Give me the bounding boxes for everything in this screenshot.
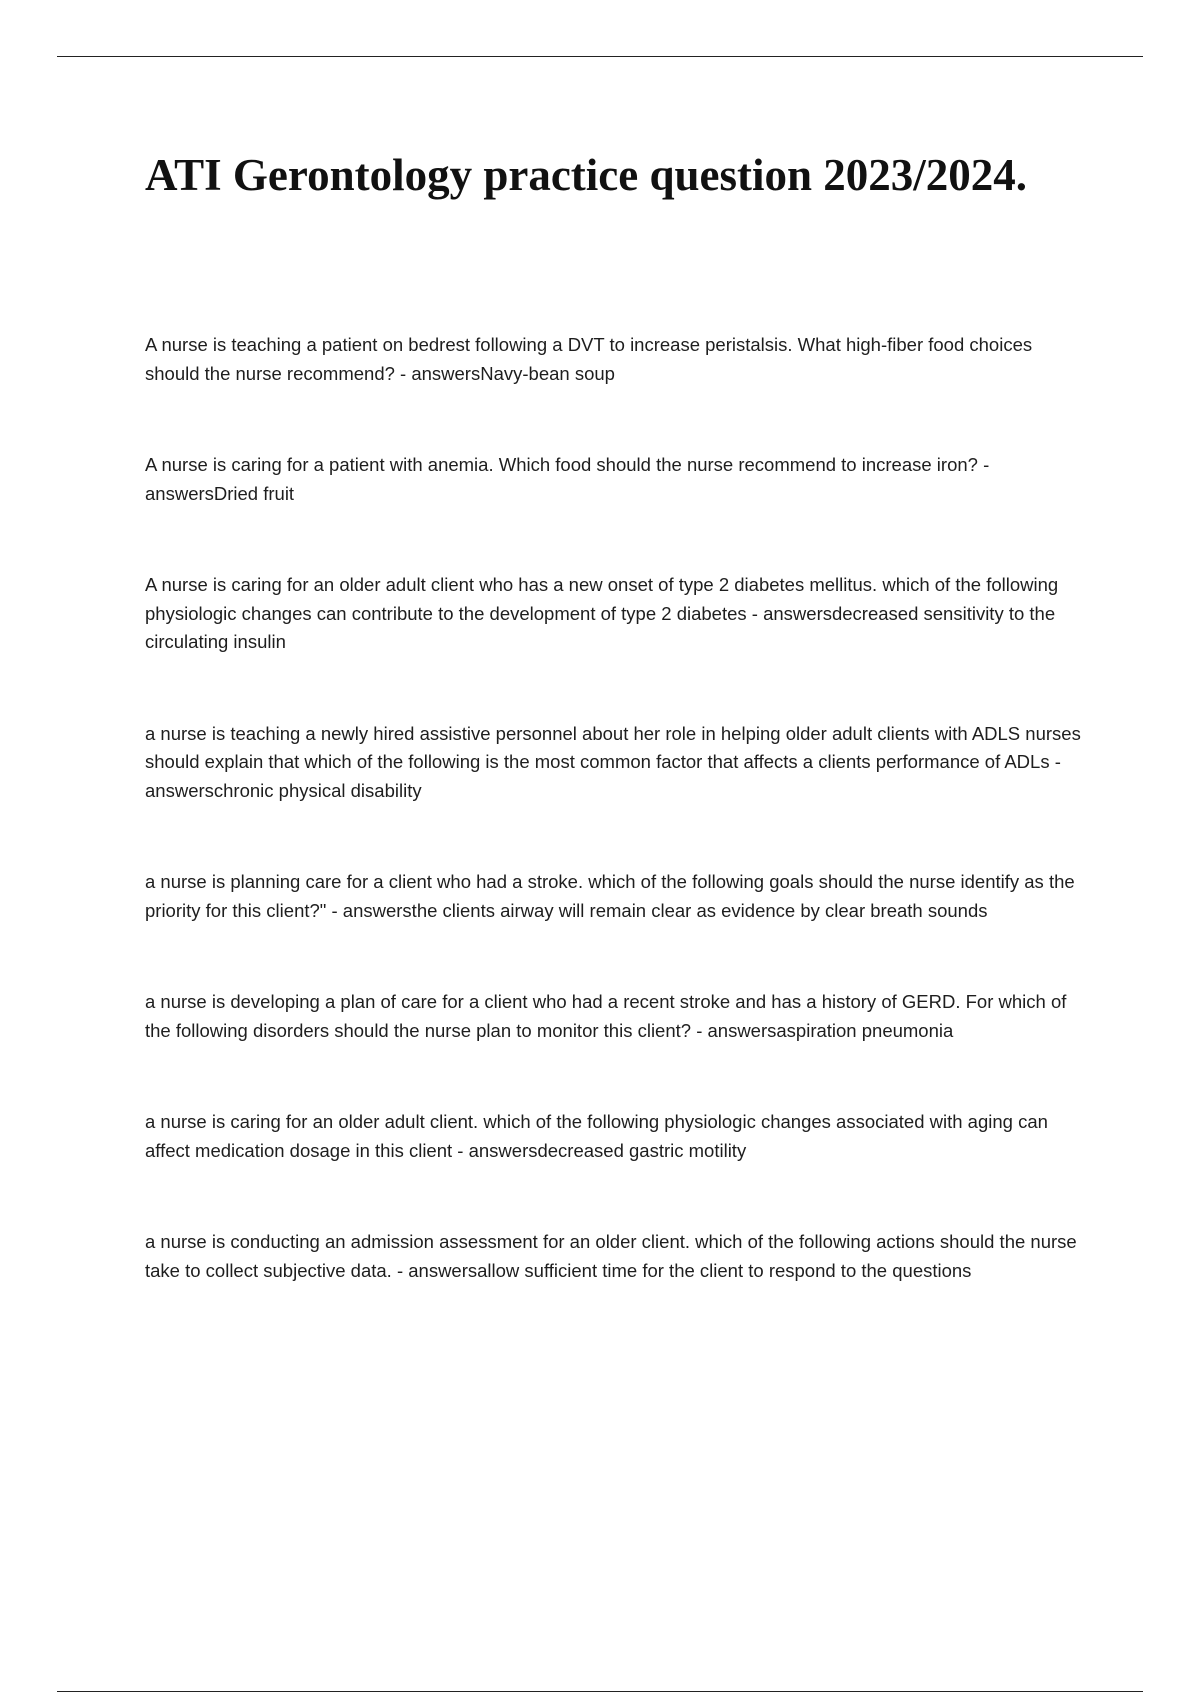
question-item: A nurse is caring for an older adult client who has a new onset of type 2 diabetes mellitus. which of the following physiologic changes can contribute to the development of type 2 diabetes - answersdecreased sensitivity to the circulating insulin [145,574,1059,652]
question-item: a nurse is planning care for a client who had a stroke. which of the following goals should the nurse identify as the priority for this client?" - answersthe clients airway will remain clear as evidence by clear breath sounds [145,871,1075,921]
question-item: a nurse is caring for an older adult client. which of the following physiologic changes associated with aging can affect medication dosage in this client - answersdecreased gastric motility [145,1111,1048,1161]
question-item: a nurse is conducting an admission assessment for an older client. which of the following actions should the nurse take to collect subjective data. - answersallow sufficient time for the client to respond to the questions [145,1231,1077,1281]
top-rule [57,56,1143,57]
question-item: A nurse is teaching a patient on bedrest following a DVT to increase peristalsis. What high-fiber food choices should the nurse recommend? - answersNavy-bean soup [145,334,1033,384]
question-item: a nurse is developing a plan of care for a client who had a recent stroke and has a history of GERD. For which of the following disorders should the nurse plan to monitor this client? - answersaspiration pneumonia [145,991,1067,1041]
question-list [145,331,1085,1348]
question-item: A nurse is caring for a patient with anemia. Which food should the nurse recommend to increase iron? - answersDried fruit [145,454,990,504]
bottom-rule [57,1691,1143,1692]
document-title: ATI Gerontology practice question 2023/2024. [145,150,1028,200]
question-item: a nurse is teaching a newly hired assistive personnel about her role in helping older adult clients with ADLS nurses should explain that which of the following is the most common factor that affects a clients performance of ADLs - answerschronic physical disability [145,722,1081,801]
